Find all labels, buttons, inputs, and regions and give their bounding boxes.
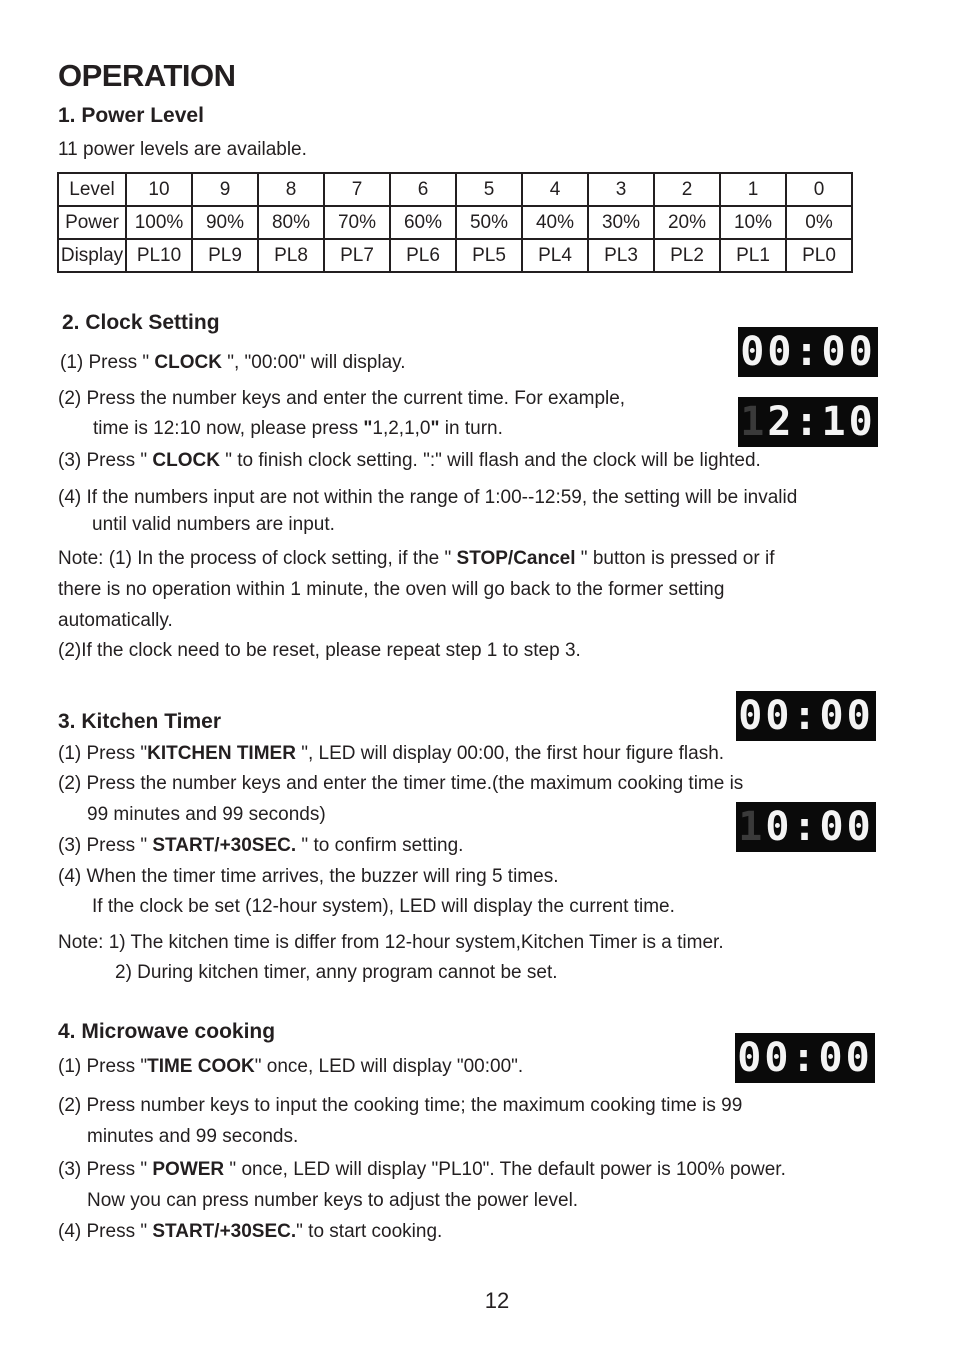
table-cell: 90% [192,206,258,239]
table-cell: 0 [786,173,852,206]
timer-step-4-cont: If the clock be set (12-hour system), LED will display the current time. [92,896,675,917]
table-cell: 0% [786,206,852,239]
kitchen-timer-heading: 3. Kitchen Timer [58,710,221,733]
cooking-step-3: (3) Press " POWER " once, LED will display "PL10". The default power is 100% power. [58,1159,786,1180]
table-cell: 2 [654,173,720,206]
table-row [58,206,852,239]
timer-step-3: (3) Press " START/+30SEC. " to confirm setting. [58,835,464,856]
clock-note-1-end: automatically. [58,610,173,631]
table-cell: 8 [258,173,324,206]
clock-step-2-cont: time is 12:10 now, please press "1,2,1,0" in turn. [93,418,503,439]
timer-note-2: 2) During kitchen timer, anny program cannot be set. [115,962,558,983]
led-display-clock-initial: 00:00 [738,327,878,377]
row-header: Power [58,206,126,239]
table-cell: 20% [654,206,720,239]
table-cell: PL2 [654,239,720,272]
cooking-step-4: (4) Press " START/+30SEC." to start cooking. [58,1221,443,1242]
power-level-table [57,172,853,273]
table-cell: 10% [720,206,786,239]
table-cell: 40% [522,206,588,239]
table-cell: PL10 [126,239,192,272]
clock-setting-heading: 2. Clock Setting [62,311,220,334]
led-display-clock-set: 1 2:10 [738,397,878,447]
table-row [58,173,852,206]
table-cell: 4 [522,173,588,206]
clock-step-4: (4) If the numbers input are not within the range of 1:00--12:59, the setting will be invalid [58,487,798,508]
table-cell: PL6 [390,239,456,272]
power-level-intro: 11 power levels are available. [58,139,307,160]
table-cell: 100% [126,206,192,239]
table-row [58,239,852,272]
timer-note-1: Note: 1) The kitchen time is differ from 12-hour system,Kitchen Timer is a timer. [58,932,724,953]
cooking-step-2-cont: minutes and 99 seconds. [87,1126,299,1147]
row-header: Level [58,173,126,206]
table-cell: PL4 [522,239,588,272]
table-cell: PL5 [456,239,522,272]
table-cell: 60% [390,206,456,239]
cooking-step-1: (1) Press "TIME COOK" once, LED will display "00:00". [58,1056,524,1077]
microwave-cooking-heading: 4. Microwave cooking [58,1020,276,1043]
timer-step-1: (1) Press "KITCHEN TIMER ", LED will display 00:00, the first hour figure flash. [58,743,725,764]
row-header: Display [58,239,126,272]
table-cell: PL1 [720,239,786,272]
table-cell: 70% [324,206,390,239]
table-cell: 10 [126,173,192,206]
table-cell: 30% [588,206,654,239]
clock-step-1: (1) Press " CLOCK ", "00:00" will display. [60,352,406,373]
clock-note-2: (2)If the clock need to be reset, please repeat step 1 to step 3. [58,640,581,661]
table-cell: 5 [456,173,522,206]
led-display-timer-initial: 00:00 [736,691,876,741]
led-display-cooking: 00:00 [735,1033,875,1083]
led-display-timer-set: 1 0:00 [736,802,876,852]
table-cell: 80% [258,206,324,239]
table-cell: PL0 [786,239,852,272]
table-cell: 3 [588,173,654,206]
table-cell: 1 [720,173,786,206]
timer-step-2: (2) Press the number keys and enter the timer time.(the maximum cooking time is [58,773,744,794]
table-cell: 9 [192,173,258,206]
table-cell: 50% [456,206,522,239]
clock-note-1: Note: (1) In the process of clock setting, if the " STOP/Cancel " button is pressed or if [58,548,775,569]
table-cell: PL7 [324,239,390,272]
cooking-step-3-cont: Now you can press number keys to adjust the power level. [87,1190,579,1211]
power-level-heading: 1. Power Level [58,104,204,127]
clock-step-4-cont: until valid numbers are input. [92,514,335,535]
clock-note-1-cont: there is no operation within 1 minute, the oven will go back to the former setting [58,579,725,600]
clock-step-3: (3) Press " CLOCK " to finish clock setting. ":" will flash and the clock will be lighted. [58,450,761,471]
table-cell: PL3 [588,239,654,272]
timer-step-2-cont: 99 minutes and 99 seconds) [87,804,326,825]
page-title: OPERATION [58,58,236,93]
table-cell: PL9 [192,239,258,272]
table-cell: PL8 [258,239,324,272]
clock-step-2: (2) Press the number keys and enter the current time. For example, [58,388,626,409]
cooking-step-2: (2) Press number keys to input the cooking time; the maximum cooking time is 99 [58,1095,743,1116]
timer-step-4: (4) When the timer time arrives, the buzzer will ring 5 times. [58,866,559,887]
table-cell: 6 [390,173,456,206]
page-number: 12 [484,1288,510,1313]
table-cell: 7 [324,173,390,206]
